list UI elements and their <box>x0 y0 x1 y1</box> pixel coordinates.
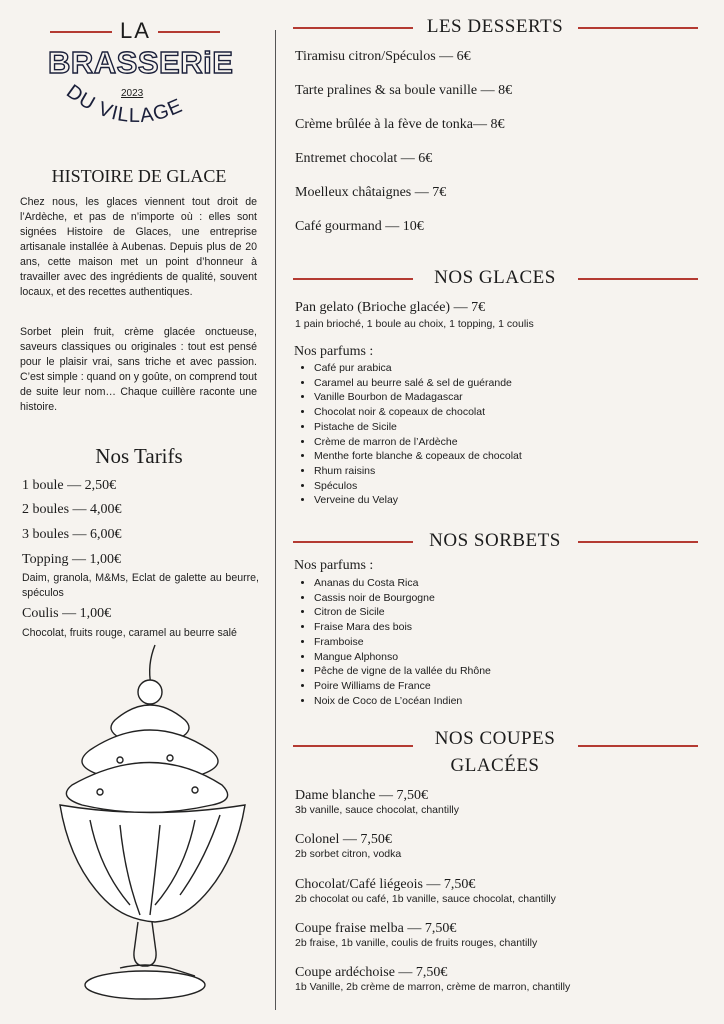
coupe-name: Coupe fraise melba — 7,50€ <box>295 920 457 936</box>
parfum-item: • Citron de Sicile <box>314 605 491 620</box>
sundae-illustration <box>20 640 260 1015</box>
coupe-name: Dame blanche — 7,50€ <box>295 788 428 803</box>
parfum-item: • Poire Williams de France <box>314 679 491 694</box>
coupes-line-left <box>293 745 413 747</box>
logo-year: 2023 <box>121 88 144 99</box>
dessert-item: Café gourmand — 10€ <box>295 219 424 234</box>
coupe-item <box>295 788 570 832</box>
parfum-item: • Noix de Coco de L’océan Indien <box>314 694 491 709</box>
glaces-parfums-list <box>296 361 522 508</box>
dessert-item: Moelleux châtaignes — 7€ <box>295 185 447 200</box>
coupe-name: Chocolat/Café liégeois — 7,50€ <box>295 876 476 892</box>
tarif-coulis-desc: Chocolat, fruits rouge, caramel au beurre salé <box>22 627 237 639</box>
sorbets-line-left <box>293 541 413 543</box>
tarif-topping-desc: Daim, granola, M&Ms, Eclat de galette au beurre, spéculos <box>22 572 259 599</box>
tarif-2-boules: 2 boules — 4,00€ <box>22 502 122 517</box>
dessert-item: Crème brûlée à la fève de tonka— 8€ <box>295 117 505 132</box>
logo-du-village <box>40 80 240 140</box>
parfum-item: • Ananas du Costa Rica <box>314 576 491 591</box>
tarif-topping: Topping — 1,00€ <box>22 552 121 567</box>
coupe-item <box>295 832 570 876</box>
parfum-item: • Mangue Alphonso <box>314 650 491 665</box>
tarifs-title: Nos Tarifs <box>95 444 183 468</box>
histoire-paragraph-2: Sorbet plein fruit, crème glacée onctueuse, saveurs classiques ou originales : tout est pensé pour le plaisir vrai, sans triche et avec passion. C’est simple : quand on y goûte, on comprend tout de suite leur nom… Chaque cuillère raconte une histoire. <box>20 326 257 413</box>
coupe-desc: 2b sorbet citron, vodka <box>295 848 402 861</box>
dessert-item: Tarte pralines & sa boule vanille — 8€ <box>295 83 513 98</box>
parfum-item: • Menthe forte blanche & copeaux de chocolat <box>314 449 522 464</box>
logo <box>40 10 240 130</box>
dessert-item: Tiramisu citron/Spéculos — 6€ <box>295 49 471 64</box>
coupe-item <box>295 965 570 1009</box>
parfum-item: • Spéculos <box>314 479 522 494</box>
logo-du-village-text: DU VILLAGE <box>62 80 187 128</box>
parfum-item: • Framboise <box>314 635 491 650</box>
svg-text:DU VILLAGE <box>62 81 186 128</box>
pan-gelato-desc: 1 pain brioché, 1 boule au choix, 1 topping, 1 coulis <box>295 318 534 330</box>
logo-brasserie: BRASSERiE <box>48 45 234 80</box>
glaces-line-left <box>293 278 413 280</box>
glaces-line-right <box>578 278 698 280</box>
sorbets-title: NOS SORBETS <box>429 530 561 551</box>
tarif-coulis: Coulis — 1,00€ <box>22 606 112 621</box>
sorbets-line-right <box>578 541 698 543</box>
parfum-item: • Rhum raisins <box>314 464 522 479</box>
desserts-title: LES DESSERTS <box>426 16 564 37</box>
parfum-item: • Pêche de vigne de la vallée du Rhône <box>314 664 491 679</box>
parfum-item: • Caramel au beurre salé & sel de guérande <box>314 376 522 391</box>
sorbets-parfums-label: Nos parfums : <box>294 558 374 573</box>
sorbets-parfums-list <box>296 576 491 708</box>
coupe-desc: 1b Vanille, 2b crème de marron, crème de marron, chantilly <box>295 981 571 994</box>
coupe-item <box>295 877 570 921</box>
coupe-desc: 2b fraise, 1b vanille, coulis de fruits rouges, chantilly <box>295 936 538 949</box>
coupes-title-1: NOS COUPES <box>434 728 556 749</box>
parfum-item: • Chocolat noir & copeaux de chocolat <box>314 405 522 420</box>
parfum-item: • Pistache de Sicile <box>314 420 522 435</box>
coupe-item <box>295 921 570 965</box>
coupe-name: Colonel — 7,50€ <box>295 832 392 848</box>
glaces-parfums-label: Nos parfums : <box>294 344 374 359</box>
logo-la: LA <box>120 18 151 43</box>
coupes-line-right <box>578 745 698 747</box>
histoire-title: HISTOIRE DE GLACE <box>51 166 227 186</box>
parfum-item: • Café pur arabica <box>314 361 522 376</box>
desserts-line-right <box>578 27 698 29</box>
parfum-item: • Crème de marron de l’Ardèche <box>314 435 522 450</box>
histoire-paragraph-1: Chez nous, les glaces viennent tout droit de l’Ardèche, et pas de n’importe où : elles sont signées Histoire de Glaces, une entreprise artisanale installée à Aubenas. Depuis plus de 20 ans, cette maison met un point d’honneur à travailler avec des ingrédients de qualité, souvent locaux, et des recettes authentiques. <box>20 196 257 298</box>
tarif-3-boules: 3 boules — 6,00€ <box>22 527 122 542</box>
dessert-item: Entremet chocolat — 6€ <box>295 151 433 166</box>
coupes-title-2: GLACÉES <box>450 755 540 776</box>
parfum-item: • Cassis noir de Bourgogne <box>314 591 491 606</box>
coupes-list <box>295 788 570 1009</box>
parfum-item: • Vanille Bourbon de Madagascar <box>314 390 522 405</box>
pan-gelato-name: Pan gelato (Brioche glacée) — 7€ <box>295 300 486 315</box>
logo-line-left <box>50 31 112 33</box>
desserts-line-left <box>293 27 413 29</box>
coupe-desc: 3b vanille, sauce chocolat, chantilly <box>295 804 460 816</box>
glaces-title: NOS GLACES <box>434 267 556 288</box>
parfum-item: • Fraise Mara des bois <box>314 620 491 635</box>
coupe-name: Coupe ardéchoise — 7,50€ <box>295 965 448 981</box>
tarif-1-boule: 1 boule — 2,50€ <box>22 478 117 493</box>
logo-line-right <box>158 31 220 33</box>
coupe-desc: 2b chocolat ou café, 1b vanille, sauce chocolat, chantilly <box>295 892 556 905</box>
parfum-item: • Verveine du Velay <box>314 493 522 508</box>
